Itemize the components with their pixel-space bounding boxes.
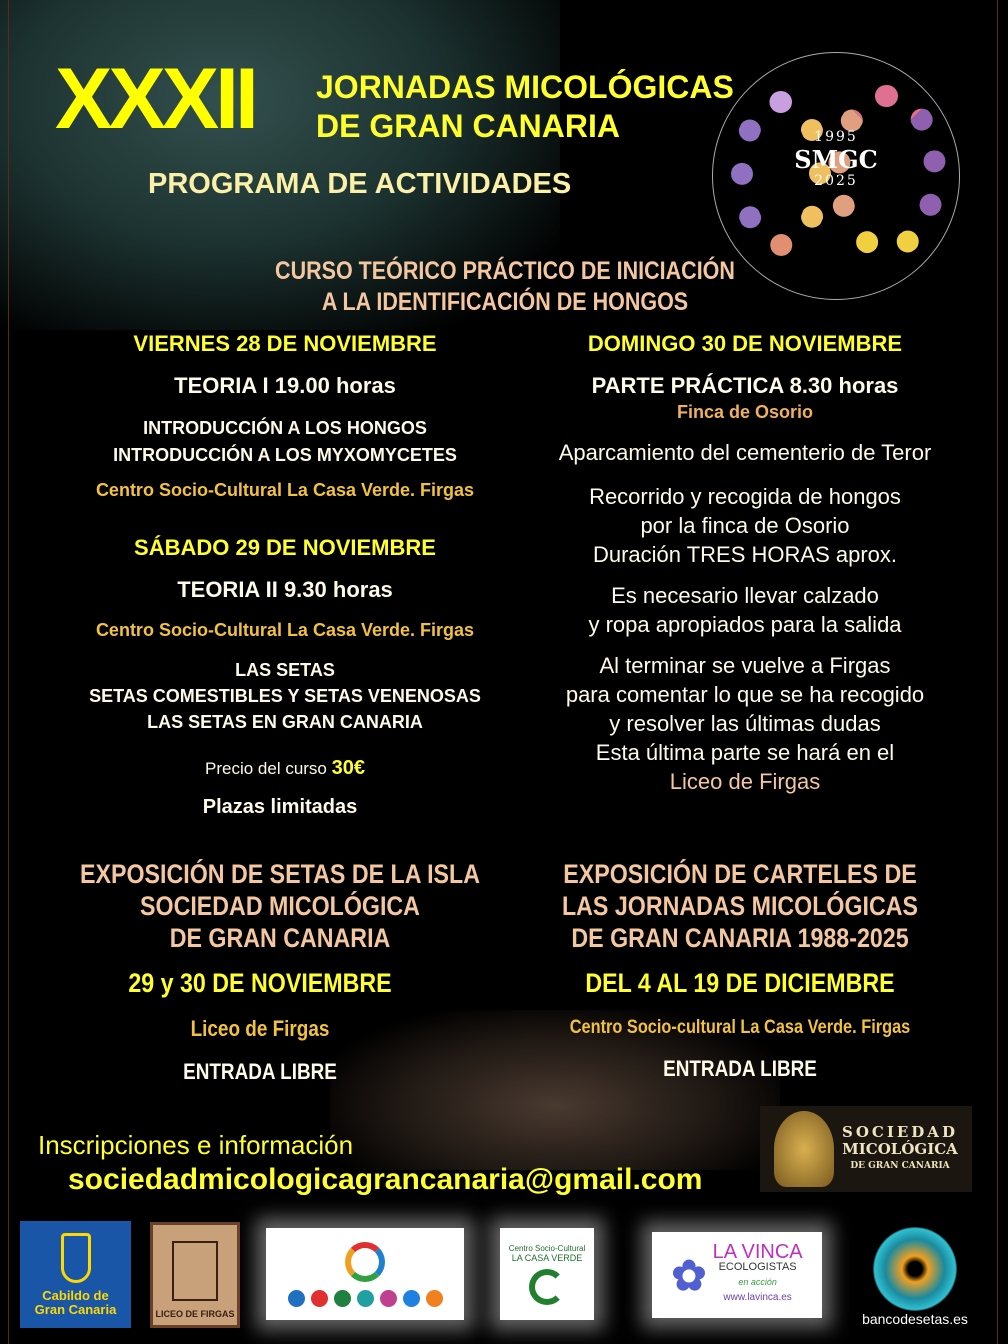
expo-carteles-entry: ENTRADA LIBRE <box>663 1056 817 1081</box>
course-title: CURSO TEÓRICO PRÁCTICO DE INICIACIÓN A LA IDENTIFICACIÓN DE HONGOS <box>275 257 735 316</box>
program-subtitle: PROGRAMA DE ACTIVIDADES <box>148 168 572 200</box>
district-icons <box>288 1290 443 1307</box>
house-icon <box>529 1269 565 1305</box>
saturday-topics: LAS SETAS SETAS COMESTIBLES Y SETAS VENENOSAS LAS SETAS EN GRAN CANARIA <box>89 660 481 732</box>
sunday-place: Finca de Osorio <box>676 402 814 422</box>
coat-of-arms-icon <box>61 1233 91 1283</box>
sunday-session: PARTE PRÁCTICA 8.30 horas <box>591 373 899 398</box>
expo-setas-title: EXPOSICIÓN DE SETAS DE LA ISLA SOCIEDAD MICOLÓGICA DE GRAN CANARIA <box>80 859 480 953</box>
friday-topics: INTRODUCCIÓN A LOS HONGOS INTRODUCCIÓN A LOS MYXOMYCETES <box>113 418 457 465</box>
liceo-logo: LICEO DE FIRGAS <box>150 1222 240 1328</box>
spore-print-icon <box>873 1227 957 1311</box>
book-tree-icon <box>172 1241 218 1301</box>
gear-notice: Es necesario llevar calzado y ropa apropiados para la salida <box>588 583 902 637</box>
saturday-date: SÁBADO 29 DE NOVIEMBRE <box>134 535 436 560</box>
expo-carteles-venue: Centro Socio-cultural La Casa Verde. Firgas <box>569 1017 911 1038</box>
lavinca-logo: ✿ LA VINCA ECOLOGISTAS en acción www.lavinca.es <box>652 1232 822 1318</box>
cabildo-logo: Cabildo de Gran Canaria <box>20 1221 131 1328</box>
bancodesetas-logo: bancodesetas.es <box>855 1222 975 1332</box>
expo-setas-venue: Liceo de Firgas <box>190 1016 330 1041</box>
edition-number: XXXII <box>55 51 255 147</box>
saturday-session: TEORIA II 9.30 horas <box>177 577 393 602</box>
walk-details: Recorrido y recogida de hongos por la finca de Osorio Duración TRES HORAS aprox. <box>589 484 901 567</box>
event-title: JORNADAS MICOLÓGICAS DE GRAN CANARIA <box>316 69 734 144</box>
contact-label: Inscripciones e información <box>38 1130 354 1160</box>
society-logo: SOCIEDAD MICOLÓGICA DE GRAN CANARIA <box>760 1106 972 1192</box>
friday-date: VIERNES 28 DE NOVIEMBRE <box>133 331 437 356</box>
meeting-point: Aparcamiento del cementerio de Teror <box>558 440 932 465</box>
sunday-date: DOMINGO 30 DE NOVIEMBRE <box>587 331 903 356</box>
expo-setas-entry: ENTRADA LIBRE <box>183 1059 337 1084</box>
course-price: Precio del curso 30€ <box>205 757 365 779</box>
flower-icon: ✿ <box>671 1251 707 1299</box>
saturday-venue: Centro Socio-Cultural La Casa Verde. Firgas <box>95 620 475 640</box>
globe-icon <box>345 1242 385 1282</box>
friday-venue: Centro Socio-Cultural La Casa Verde. Firgas <box>95 480 475 500</box>
expo-carteles-dates: DEL 4 AL 19 DE DICIEMBRE <box>585 968 895 998</box>
closing-notes: Al terminar se vuelve a Firgas para comentar lo que se ha recogido y resolver las últimas dudas Esta última parte se hará en el Liceo de Firgas <box>565 653 925 794</box>
chanterelle-icon <box>774 1111 834 1187</box>
expo-setas-dates: 29 y 30 DE NOVIEMBRE <box>128 968 392 998</box>
casa-verde-logo: Centro Socio-Cultural LA CASA VERDE <box>500 1228 594 1320</box>
contact-email[interactable]: sociedadmicologicagrancanaria@gmail.com <box>68 1163 703 1196</box>
expo-carteles-title: EXPOSICIÓN DE CARTELES DE LAS JORNADAS MICOLÓGICAS DE GRAN CANARIA 1988-2025 <box>561 859 919 953</box>
anniversary-logo: 1995 SMGC 2025 <box>712 52 960 300</box>
municipal-logo <box>266 1228 464 1320</box>
limited-places: Plazas limitadas <box>202 796 358 818</box>
friday-session: TEORIA I 19.00 horas <box>174 373 396 398</box>
